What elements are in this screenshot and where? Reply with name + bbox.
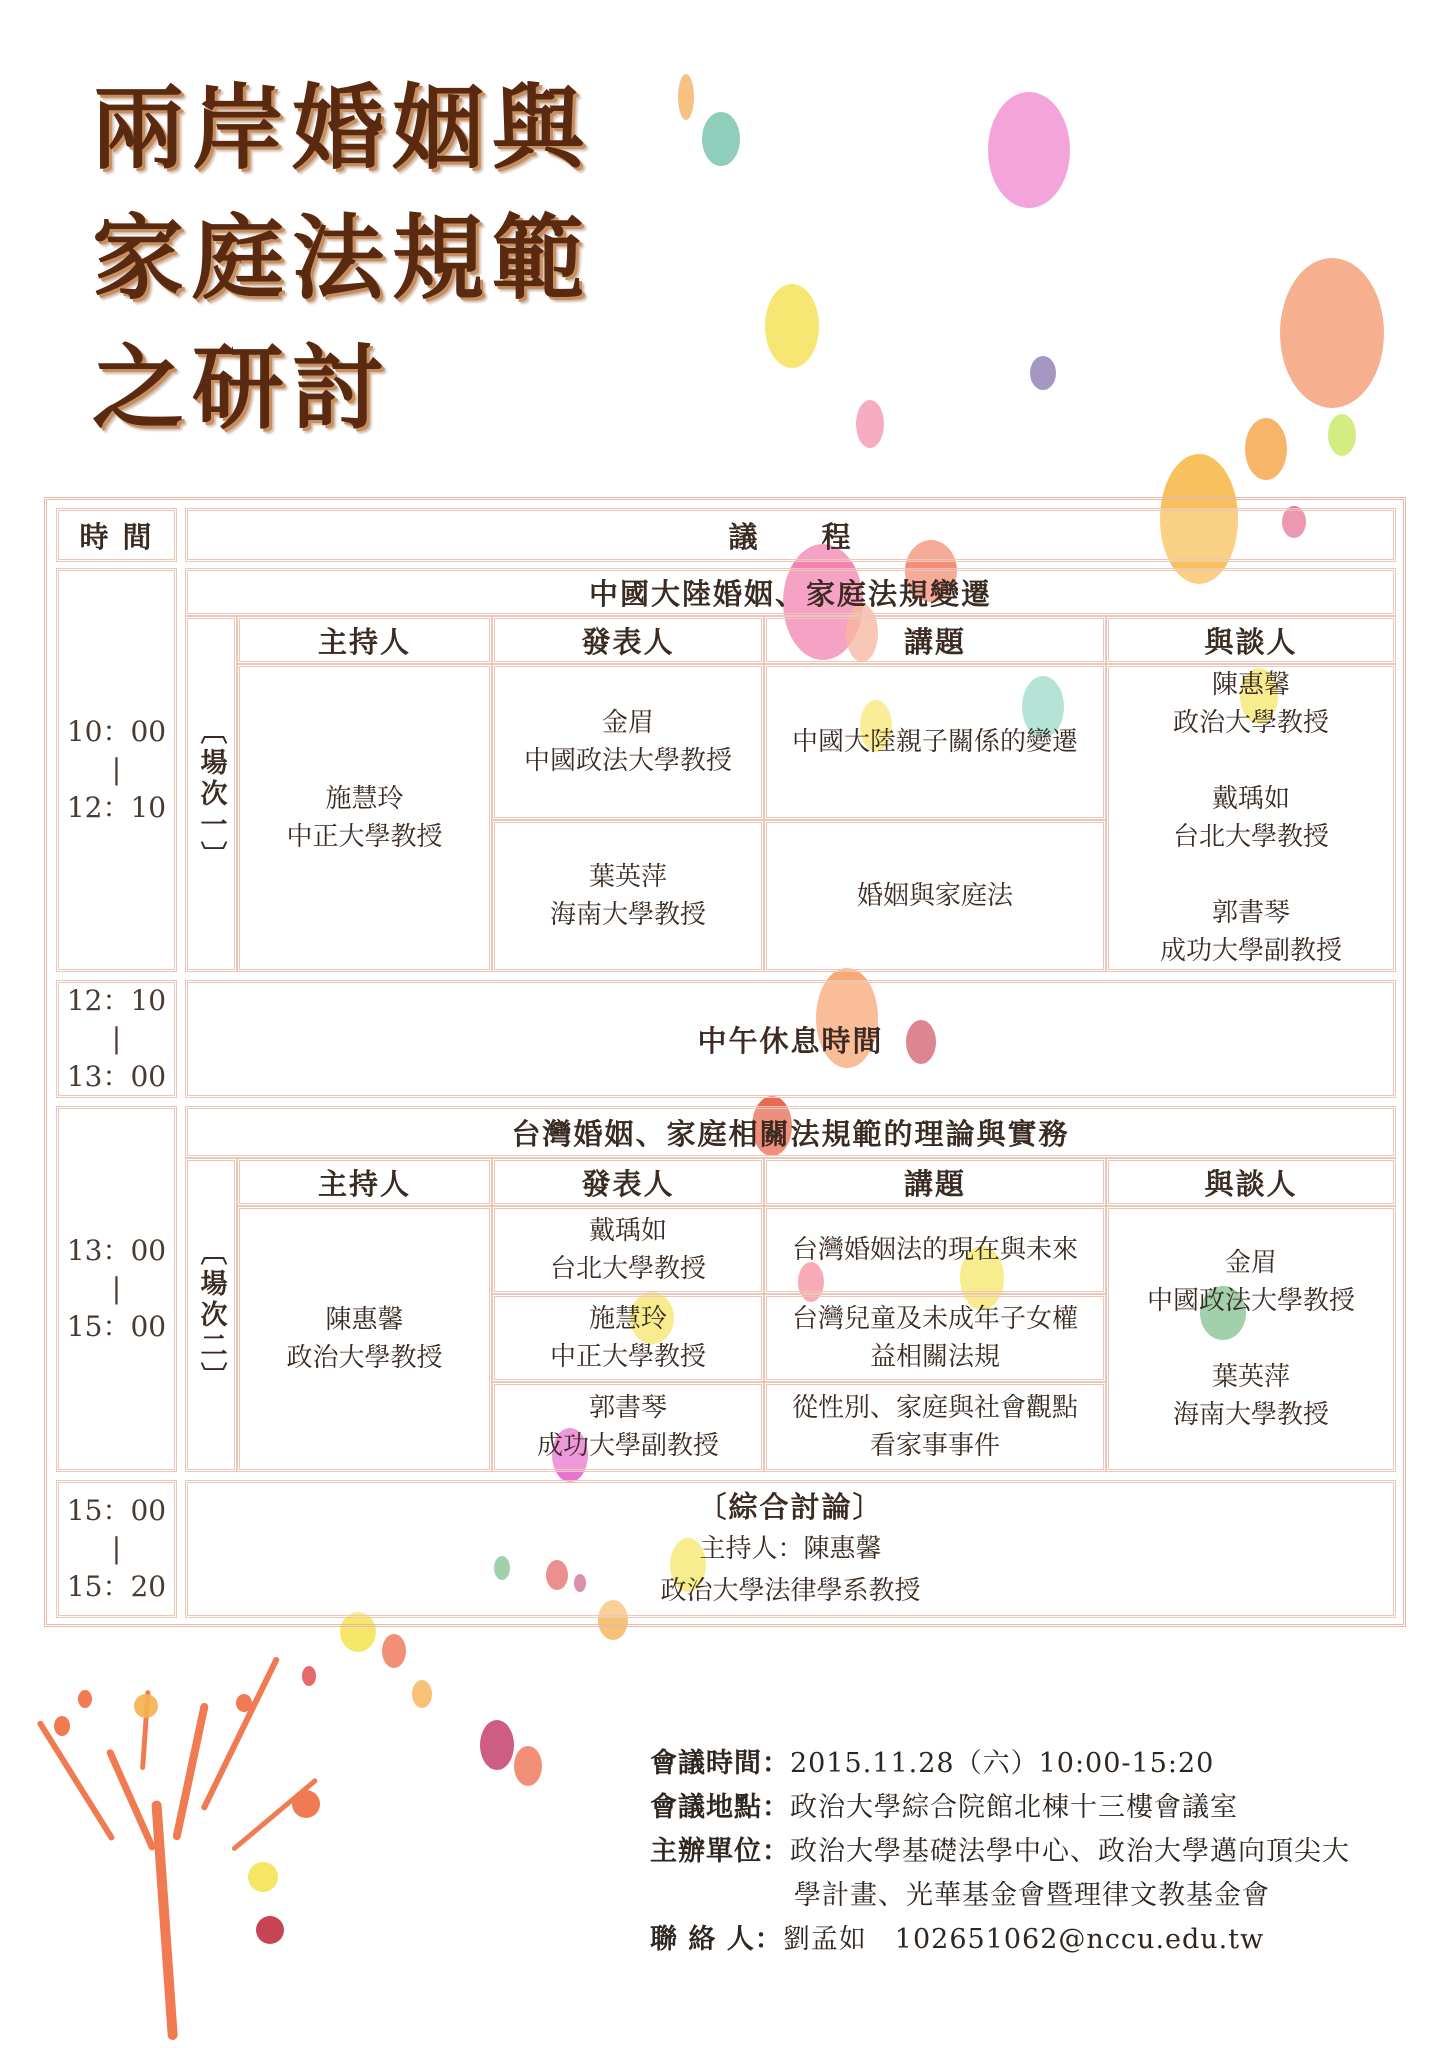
host-title: 政治大學教授: [286, 1343, 443, 1373]
session2-col-panel: [1106, 1158, 1396, 1206]
lunch-time: [56, 980, 177, 1098]
session2-topic-2: [764, 1294, 1106, 1382]
topic-text: 從性別、家庭與社會觀點: [791, 1393, 1078, 1423]
panelist-name: 戴瑀如: [1211, 784, 1290, 814]
col-topic-label: 講題: [903, 624, 966, 659]
col-host-label: 主持人: [317, 624, 411, 659]
panelist-title: 海南大學教授: [1172, 1400, 1329, 1430]
balloon-decoration: [1280, 258, 1384, 408]
info-value: 2015.11.28（六）10:00-15:20: [790, 1748, 1215, 1779]
info-value: 政治大學基礎法學中心、政治大學邁向頂尖大: [790, 1836, 1350, 1867]
presenter-title: 中國政法大學教授: [523, 746, 732, 776]
time-separator: |: [111, 1532, 122, 1565]
host-name: 陳惠馨: [325, 1305, 404, 1335]
balloon-decoration: [514, 1746, 542, 1786]
session2-presenter-2: [492, 1294, 764, 1382]
presenter-name: 戴瑀如: [588, 1216, 667, 1246]
session2-presenter-1: [492, 1206, 764, 1294]
balloon-decoration: [1030, 356, 1056, 390]
session2-col-presenter: [492, 1158, 764, 1206]
balloon-decoration: [1245, 418, 1287, 480]
lunch-start-time: 12：10: [66, 984, 167, 1017]
col-panel-label: 與談人: [1204, 624, 1298, 659]
balloon-decoration: [856, 400, 884, 448]
session2-presenter-3: [492, 1382, 764, 1472]
header-agenda: [185, 508, 1396, 562]
conference-organizer: [650, 1830, 1350, 1874]
panelist-name: 葉英萍: [1211, 1362, 1290, 1392]
closing-host: 主持人：陳惠馨: [699, 1534, 882, 1564]
session1-col-host: [237, 616, 492, 664]
session2-col-host: [237, 1158, 492, 1206]
host-title: 中正大學教授: [286, 822, 443, 852]
panelist-title: 成功大學副教授: [1159, 936, 1342, 966]
panelist-name: 郭書琴: [1211, 898, 1290, 928]
session1-heading: [185, 568, 1396, 616]
lunch-break-text: 中午休息時間: [697, 1023, 884, 1058]
presenter-name: 金眉: [601, 708, 654, 738]
session2-label-text: 〔場次二〕: [195, 1237, 227, 1393]
session2-topic-1: [764, 1206, 1106, 1294]
conference-place: [650, 1786, 1238, 1830]
presenter-title: 台北大學教授: [549, 1254, 706, 1284]
session2-host: [237, 1206, 492, 1472]
lunch-end-time: 13：00: [66, 1060, 167, 1093]
session1-label: [185, 616, 237, 972]
closing-end-time: 15：20: [66, 1570, 167, 1603]
session2-topic-3: [764, 1382, 1106, 1472]
col-topic-label: 講題: [903, 1166, 966, 1201]
topic-text: 婚姻與家庭法: [856, 881, 1013, 911]
info-label: 會議地點：: [650, 1792, 790, 1823]
time-separator: |: [111, 753, 122, 786]
session1-heading-text: 中國大陸婚姻、家庭法規變遷: [588, 576, 992, 611]
panelist-title: 台北大學教授: [1172, 822, 1329, 852]
presenter-title: 中正大學教授: [549, 1342, 706, 1372]
session2-heading-text: 台灣婚姻、家庭相關法規範的理論與實務: [511, 1116, 1070, 1151]
closing-start-time: 15：00: [66, 1494, 167, 1527]
presenter-title: 成功大學副教授: [536, 1431, 719, 1461]
session1-end-time: 12：10: [66, 791, 167, 824]
info-label: 主辦單位：: [650, 1836, 790, 1867]
header-agenda-label: 議 程: [728, 519, 853, 554]
balloon-decoration: [988, 92, 1070, 208]
host-name: 施慧玲: [325, 784, 404, 814]
time-separator: |: [111, 1272, 122, 1305]
balloon-decoration: [480, 1720, 514, 1770]
session2-start-time: 13：00: [66, 1234, 167, 1267]
header-time-label: 時 間: [79, 519, 154, 554]
session1-presenter-2: [492, 820, 764, 972]
topic-text: 中國大陸親子關係的變遷: [791, 727, 1078, 757]
session1-panel: [1106, 664, 1396, 972]
title-line-3: 之研討: [92, 334, 393, 442]
balloon-decoration: [412, 1680, 432, 1708]
session1-topic-1: [764, 664, 1106, 820]
session1-col-topic: [764, 616, 1106, 664]
topic-text: 益相關法規: [869, 1342, 1000, 1372]
session1-col-panel: [1106, 616, 1396, 664]
col-presenter-label: 發表人: [581, 624, 675, 659]
balloon-decoration: [765, 284, 819, 368]
conference-contact: [650, 1918, 1264, 1962]
header-time: [56, 508, 177, 562]
lunch-break: [185, 980, 1396, 1098]
session2-label: [185, 1158, 237, 1472]
panelist-title: 中國政法大學教授: [1146, 1286, 1355, 1316]
presenter-name: 葉英萍: [588, 862, 667, 892]
balloon-decoration: [382, 1634, 406, 1668]
presenter-title: 海南大學教授: [549, 900, 706, 930]
presenter-name: 施慧玲: [588, 1304, 667, 1334]
topic-text: 台灣婚姻法的現在與未來: [791, 1235, 1078, 1265]
col-panel-label: 與談人: [1204, 1166, 1298, 1201]
session1-host: [237, 664, 492, 972]
time-separator: |: [111, 1022, 122, 1055]
info-value: 學計畫、光華基金會暨理律文教基金會: [794, 1880, 1270, 1911]
info-value: 政治大學綜合院館北棟十三樓會議室: [790, 1792, 1238, 1823]
col-presenter-label: 發表人: [581, 1166, 675, 1201]
session1-time: [56, 568, 177, 972]
contact-email-link[interactable]: 劉孟如 102651062@nccu.edu.tw: [782, 1924, 1265, 1955]
session2-time: [56, 1106, 177, 1472]
panelist-name: 陳惠馨: [1211, 670, 1290, 700]
session1-presenter-1: [492, 664, 764, 820]
session1-label-text: 〔場次一〕: [195, 716, 227, 872]
title-line-2: 家庭法規範: [92, 204, 593, 312]
session2-panel: [1106, 1206, 1396, 1472]
session1-start-time: 10：00: [66, 715, 167, 748]
conference-organizer-cont: [794, 1874, 1270, 1918]
title-line-1: 兩岸婚姻與: [92, 74, 593, 182]
conference-time: [650, 1742, 1214, 1786]
topic-text: 看家事事件: [869, 1431, 1000, 1461]
balloon-decoration: [678, 74, 694, 120]
session2-end-time: 15：00: [66, 1310, 167, 1343]
info-label: 聯 絡 人：: [650, 1924, 783, 1955]
closing-host-title: 政治大學法律學系教授: [660, 1576, 921, 1606]
col-host-label: 主持人: [317, 1166, 411, 1201]
presenter-name: 郭書琴: [588, 1393, 667, 1423]
panelist-title: 政治大學教授: [1172, 708, 1329, 738]
balloon-decoration: [1328, 414, 1356, 456]
balloon-decoration: [302, 1666, 316, 1686]
topic-text: 台灣兒童及未成年子女權: [791, 1304, 1078, 1334]
closing-title: 〔綜合討論〕: [697, 1490, 884, 1524]
session1-col-presenter: [492, 616, 764, 664]
info-label: 會議時間：: [650, 1748, 790, 1779]
session2-heading: [185, 1106, 1396, 1158]
panelist-name: 金眉: [1224, 1248, 1277, 1278]
balloon-decoration: [702, 112, 740, 166]
closing-discussion: [185, 1480, 1396, 1618]
session1-topic-2: [764, 820, 1106, 972]
closing-time: [56, 1480, 177, 1618]
session2-col-topic: [764, 1158, 1106, 1206]
